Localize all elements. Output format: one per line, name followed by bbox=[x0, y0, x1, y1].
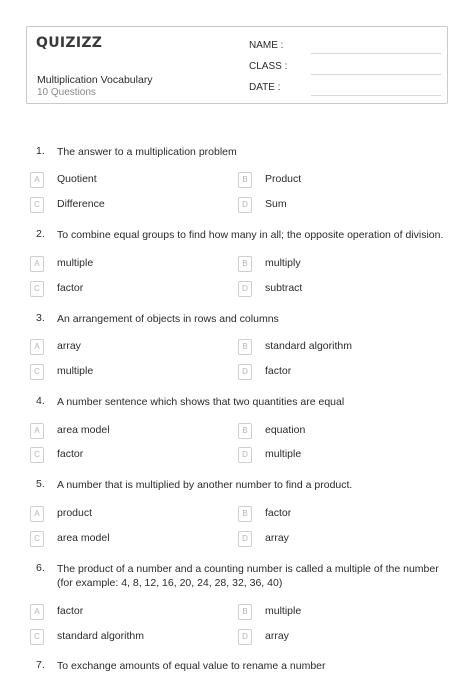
worksheet-title: Multiplication Vocabulary bbox=[37, 74, 153, 86]
option-text: array bbox=[57, 340, 81, 352]
date-line bbox=[311, 95, 441, 96]
worksheet-header bbox=[26, 26, 448, 104]
option-letter-box: B bbox=[238, 506, 252, 522]
option-letter-box: C bbox=[30, 281, 44, 297]
question-text: A number sentence which shows that two quantities are equal bbox=[57, 396, 345, 408]
option-text: multiple bbox=[57, 257, 94, 269]
option-text: multiple bbox=[265, 448, 302, 460]
class-field[interactable] bbox=[249, 61, 441, 75]
option-text: standard algorithm bbox=[265, 340, 352, 352]
option-letter-box: C bbox=[30, 531, 44, 547]
option-letter-box: D bbox=[238, 364, 252, 380]
option-letter-box: A bbox=[30, 506, 44, 522]
option-letter-box: A bbox=[30, 172, 44, 188]
option-text: equation bbox=[265, 424, 306, 436]
option-letter-box: C bbox=[30, 197, 44, 213]
question-text: The answer to a multiplication problem bbox=[57, 146, 237, 158]
option-text: Sum bbox=[265, 198, 287, 210]
question-number: 6. bbox=[36, 562, 45, 574]
question-count: 10 Questions bbox=[37, 87, 96, 98]
option-letter-box: D bbox=[238, 447, 252, 463]
option-text: Difference bbox=[57, 198, 105, 210]
option-letter-box: B bbox=[238, 339, 252, 355]
question-number: 5. bbox=[36, 478, 45, 490]
question-number: 7. bbox=[36, 659, 45, 671]
question-number: 4. bbox=[36, 395, 45, 407]
option-text: factor bbox=[57, 282, 84, 294]
option-letter-box: B bbox=[238, 172, 252, 188]
option-text: Quotient bbox=[57, 173, 97, 185]
option-text: multiple bbox=[265, 605, 302, 617]
option-letter-box: C bbox=[30, 447, 44, 463]
option-letter-box: B bbox=[238, 256, 252, 272]
option-letter-box: A bbox=[30, 339, 44, 355]
option-letter-box: B bbox=[238, 423, 252, 439]
option-text: factor bbox=[57, 605, 84, 617]
name-label: NAME : bbox=[249, 40, 284, 51]
name-field[interactable] bbox=[249, 40, 441, 54]
option-text: multiply bbox=[265, 257, 301, 269]
option-letter-box: C bbox=[30, 364, 44, 380]
option-letter-box: D bbox=[238, 281, 252, 297]
class-label: CLASS : bbox=[249, 61, 288, 72]
question-number: 3. bbox=[36, 312, 45, 324]
date-label: DATE : bbox=[249, 82, 281, 93]
option-letter-box: C bbox=[30, 629, 44, 645]
option-letter-box: D bbox=[238, 197, 252, 213]
option-letter-box: B bbox=[238, 604, 252, 620]
option-text: product bbox=[57, 507, 93, 519]
question-text: An arrangement of objects in rows and columns bbox=[57, 313, 279, 325]
class-line bbox=[311, 74, 441, 75]
option-text: multiple bbox=[57, 365, 94, 377]
option-letter-box: D bbox=[238, 629, 252, 645]
option-text: subtract bbox=[265, 282, 303, 294]
question-text: A number that is multiplied by another number to find a product. bbox=[57, 479, 353, 491]
option-text: factor bbox=[265, 365, 292, 377]
option-letter-box: A bbox=[30, 423, 44, 439]
option-text: factor bbox=[57, 448, 84, 460]
name-line bbox=[311, 53, 441, 54]
option-letter-box: A bbox=[30, 256, 44, 272]
option-text: factor bbox=[265, 507, 292, 519]
question-number: 2. bbox=[36, 228, 45, 240]
option-text: Product bbox=[265, 173, 302, 185]
date-field[interactable] bbox=[249, 82, 441, 96]
question-text: To exchange amounts of equal value to rename a number bbox=[57, 660, 326, 672]
option-text: area model bbox=[57, 532, 110, 544]
option-text: array bbox=[265, 630, 289, 642]
question-text: The product of a number and a counting number is called a multiple of the number (for example: 4, 8, 12, 16, 20, 24, 28, 32, 36, 40) bbox=[57, 563, 439, 589]
option-letter-box: D bbox=[238, 531, 252, 547]
option-text: standard algorithm bbox=[57, 630, 144, 642]
quizizz-logo: QUIZIZZ bbox=[36, 35, 103, 51]
option-letter-box: A bbox=[30, 604, 44, 620]
question-text: To combine equal groups to find how many in all; the opposite operation of division. bbox=[57, 229, 444, 241]
option-text: area model bbox=[57, 424, 110, 436]
question-number: 1. bbox=[36, 145, 45, 157]
option-text: array bbox=[265, 532, 289, 544]
